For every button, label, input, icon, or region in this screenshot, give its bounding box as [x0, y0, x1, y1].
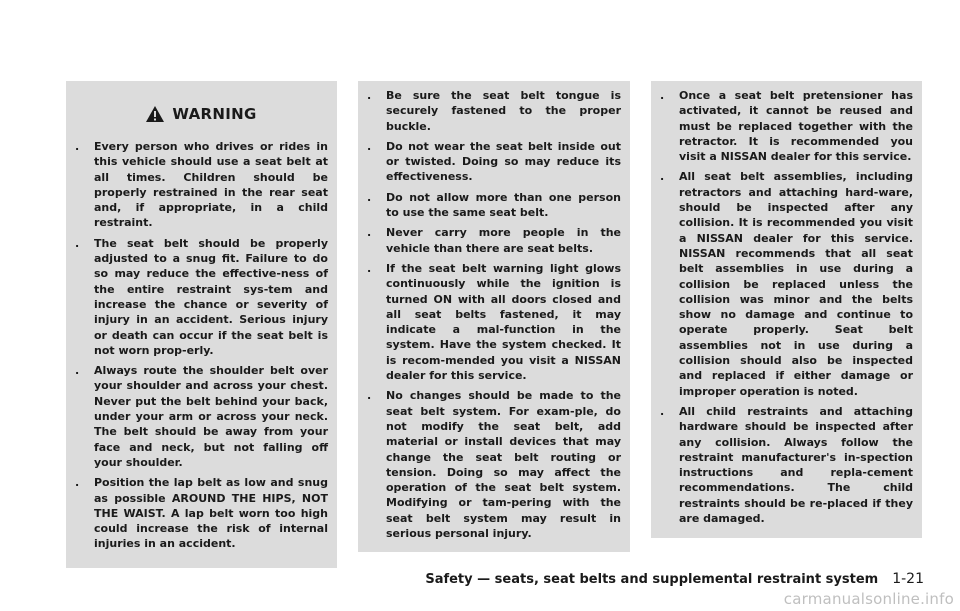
- warning-list: [659, 88, 913, 526]
- warning-item: [74, 236, 328, 358]
- warning-item: [366, 225, 621, 256]
- warning-item-text: Be sure the seat belt tongue is securely fastened to the proper buckle.: [386, 89, 621, 133]
- bullet: .: [660, 89, 665, 102]
- warning-list: [74, 139, 328, 552]
- warning-item-text: The seat belt should be properly adjusted to a snug fit. Failure to do so may reduce the effective-ness of the entire restraint sys-tem and increase the chance or severity of injury in an accident. Serious injury or death can occur if the seat belt is not worn prop-erly.: [94, 236, 328, 357]
- bullet: .: [75, 476, 80, 490]
- warning-item: [366, 190, 621, 221]
- warning-item: [366, 388, 621, 541]
- warning-panel-column-2: [358, 81, 630, 552]
- page-number: 1-21: [892, 571, 924, 587]
- warning-item-text: Never carry more people in the vehicle than there are seat belts.: [386, 226, 621, 255]
- warning-item-text: No changes should be made to the seat belt system. For exam-ple, do not modify the seat belt, add material or install devices that may change the seat belt routing or tension. Doing so may affect the operation of the seat belt system. Modifying or tam-pering with the seat belt system may result in serious personal injury.: [386, 389, 621, 541]
- warning-item: [74, 139, 328, 231]
- warning-item-text: Always route the shoulder belt over your shoulder and across your chest. Never put the belt behind your back, under your arm or across your neck. The belt should be away from your face and neck, but not falling off your shoulder.: [94, 364, 328, 469]
- bullet: .: [367, 389, 372, 403]
- warning-item: [74, 363, 328, 470]
- bullet: .: [660, 170, 665, 184]
- warning-item: [659, 88, 913, 164]
- bullet: .: [367, 261, 372, 275]
- warning-item: [366, 139, 621, 185]
- warning-title: WARNING: [172, 105, 257, 123]
- warning-item-text: All seat belt assemblies, including retractors and attaching hard-ware, should be inspected after any collision. It is recommended you visit a NISSAN dealer for this service. NISSAN recommends that all seat belt assemblies in use during a collision be replaced unless the collision was minor and the belts show no damage and continue to operate properly. Seat belt assemblies not in use during a collision should also be inspected and replaced if either damage or improper operation is noted.: [679, 170, 913, 398]
- warning-item-text: Do not allow more than one person to use the same seat belt.: [386, 190, 621, 220]
- warning-header: [74, 91, 328, 137]
- warning-panel-column-3: [651, 81, 922, 538]
- warning-item-text: All child restraints and attaching hardware should be inspected after any collision. Always follow the restraint manufacturer's in-spection instructions and repla-cement recommendations. The child restraints should be re-placed if they are damaged.: [679, 404, 913, 526]
- warning-triangle-icon: [145, 105, 165, 123]
- bullet: .: [660, 404, 665, 418]
- warning-item: [659, 169, 913, 398]
- warning-item-text: Once a seat belt pretensioner has activated, it cannot be reused and must be replaced together with the retractor. It is recommended you visit a NISSAN dealer for this service.: [679, 89, 913, 164]
- bullet: .: [75, 364, 80, 378]
- bullet: .: [367, 190, 372, 204]
- warning-item-text: Do not wear the seat belt inside out or twisted. Doing so may reduce its effectiveness.: [386, 139, 621, 184]
- warning-item: [659, 404, 913, 526]
- warning-item: [366, 261, 621, 383]
- section-title: Safety — seats, seat belts and supplemental restraint system: [425, 572, 879, 587]
- bullet: .: [367, 139, 372, 153]
- warning-panel-column-1: [66, 81, 337, 568]
- bullet: .: [75, 140, 80, 153]
- warning-list: [366, 88, 621, 541]
- warning-item: [74, 475, 328, 551]
- page-footer: [425, 571, 924, 587]
- warning-item-text: Position the lap belt as low and snug as possible AROUND THE HIPS, NOT THE WAIST. A lap belt worn too high could increase the risk of internal injuries in an accident.: [94, 476, 328, 551]
- bullet: .: [75, 236, 80, 250]
- bullet: .: [367, 89, 372, 102]
- warning-item-text: If the seat belt warning light glows continuously while the ignition is turned ON with all doors closed and all seat belts fastened, it may indicate a mal-function in the system. Have the system checked. It is recom-mended you visit a NISSAN dealer for this service.: [386, 261, 621, 383]
- bullet: .: [367, 226, 372, 240]
- warning-item-text: Every person who drives or rides in this vehicle should use a seat belt at all times. Children should be properly restrained in the rear seat and, if appropriate, in a child restraint.: [94, 140, 328, 230]
- warning-item: [366, 88, 621, 134]
- watermark: carmanualsonline.info: [783, 590, 954, 608]
